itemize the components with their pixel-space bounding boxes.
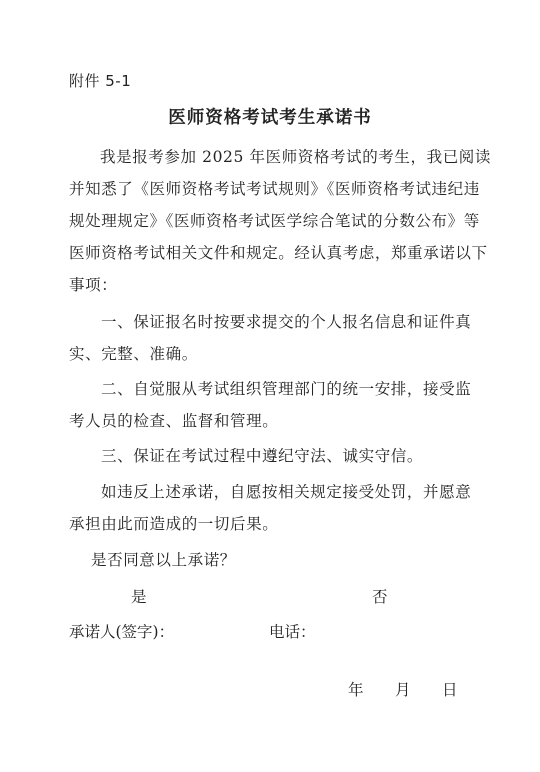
document-title: 医师资格考试考生承诺书 bbox=[168, 108, 372, 128]
consent-question: 是否同意以上承诺？ bbox=[91, 551, 236, 569]
signer-label: 承诺人(签字)： bbox=[69, 623, 175, 641]
date-month: 月 bbox=[395, 681, 411, 699]
item3-line-1: 三、保证在考试过程中遵纪守法、诚实守信。 bbox=[101, 447, 424, 465]
closing-line-1: 如违反上述承诺，自愿按相关规定接受处罚，并愿意 bbox=[101, 483, 472, 501]
date-year: 年 bbox=[348, 681, 364, 699]
option-no: 否 bbox=[372, 588, 388, 606]
phone-label: 电话： bbox=[269, 623, 316, 641]
item1-line-2: 实、完整、准确。 bbox=[69, 345, 198, 363]
intro-line-4: 医师资格考试相关文件和规定。经认真考虑，郑重承诺以下 bbox=[69, 244, 488, 262]
annex-label: 附件 5-1 bbox=[69, 72, 132, 90]
intro-line-3: 规处理规定》《医师资格考试医学综合笔试的分数公布》等 bbox=[69, 212, 480, 230]
item2-line-2: 考人员的检查、监督和管理。 bbox=[69, 412, 279, 430]
date-day: 日 bbox=[442, 681, 458, 699]
intro-line-2: 并知悉了《医师资格考试考试规则》《医师资格考试违纪违 bbox=[69, 180, 480, 198]
intro-line-1: 我是报考参加 2025 年医师资格考试的考生，我已阅读 bbox=[100, 148, 492, 166]
option-yes: 是 bbox=[131, 588, 147, 606]
item2-line-1: 二、自觉服从考试组织管理部门的统一安排，接受监 bbox=[101, 380, 472, 398]
item1-line-1: 一、保证报名时按要求提交的个人报名信息和证件真 bbox=[101, 313, 472, 331]
intro-line-5: 事项： bbox=[69, 276, 118, 294]
closing-line-2: 承担由此而造成的一切后果。 bbox=[69, 515, 279, 533]
